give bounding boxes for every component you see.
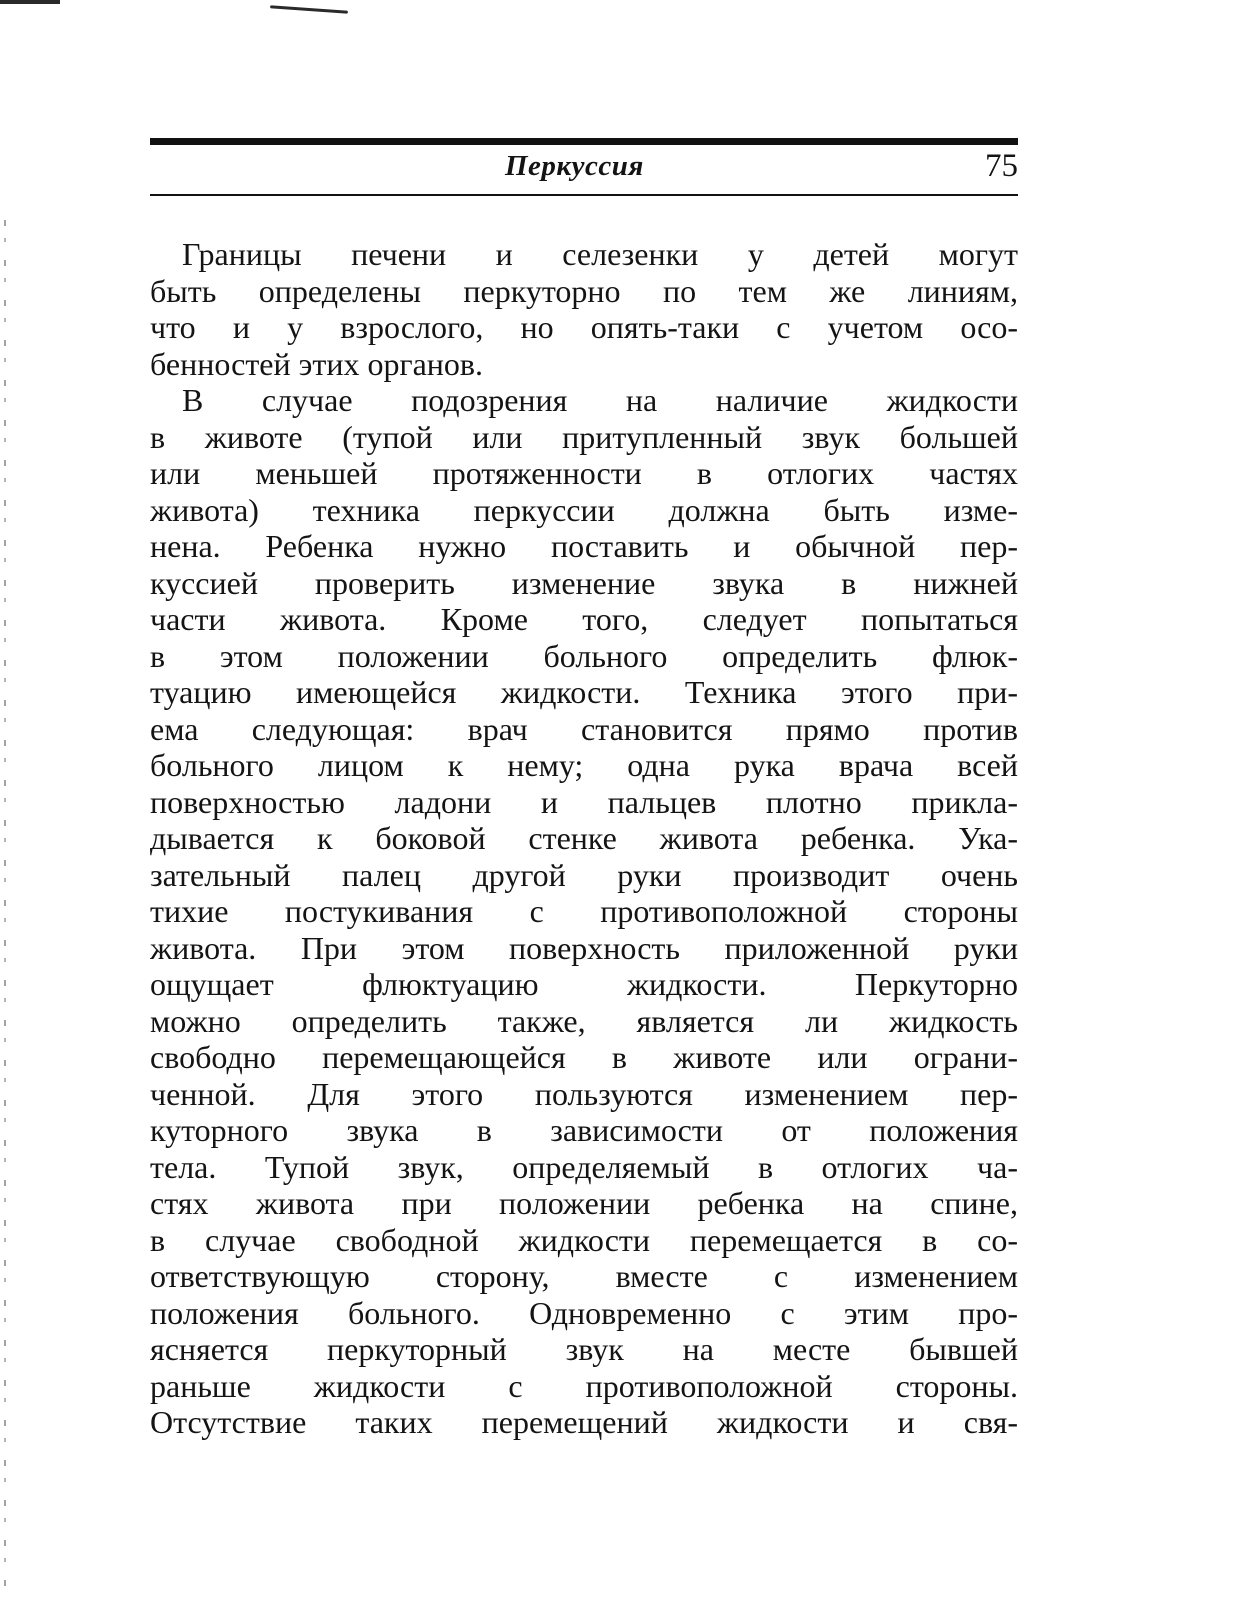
text-line: ясняется перкуторный звук на месте бывшей	[150, 1331, 1018, 1367]
text-line: ема следующая: врач становится прямо против	[150, 710, 1018, 747]
text-line: В случае подозрения на наличие жидкости	[182, 382, 1018, 418]
running-title: Перкуссия	[505, 150, 644, 182]
text-line: можно определить также, является ли жидкость	[150, 1002, 1018, 1039]
text-line: поверхностью ладони и пальцев плотно прикла-	[150, 783, 1018, 820]
body-text	[150, 236, 1018, 1441]
text-line: части живота. Кроме того, следует попытаться	[150, 601, 1018, 637]
header-rule-top	[150, 138, 1018, 145]
running-header	[150, 138, 1018, 196]
text-line: быть определены перкуторно по тем же линиям,	[150, 272, 1018, 309]
text-line: больного лицом к нему; одна рука врача всей	[150, 747, 1018, 783]
text-line: ответствующую сторону, вместе с изменением	[150, 1258, 1018, 1294]
text-line: Границы печени и селезенки у детей могут	[182, 236, 1018, 272]
text-line: туацию имеющейся жидкости. Техника этого при-	[150, 674, 1018, 710]
text-line: дывается к боковой стенке живота ребенка. Ука-	[150, 820, 1018, 856]
text-line: тела. Тупой звук, определяемый в отлогих ча-	[150, 1148, 1018, 1185]
text-line: или меньшей протяженности в отлогих частях	[150, 455, 1018, 491]
text-line: живота. При этом поверхность приложенной руки	[150, 929, 1018, 966]
text-line: свободно перемещающейся в животе или ограни-	[150, 1039, 1018, 1075]
text-line: раньше жидкости с противоположной стороны.	[150, 1367, 1018, 1404]
text-line: Отсутствие таких перемещений жидкости и свя-	[150, 1404, 1018, 1440]
scan-edge-mark	[0, 0, 60, 4]
text-line: положения больного. Одновременно с этим про-	[150, 1294, 1018, 1331]
scan-pen-mark	[270, 5, 348, 13]
text-line: в животе (тупой или притупленный звук большей	[150, 418, 1018, 455]
text-line: тихие постукивания с противоположной стороны	[150, 893, 1018, 929]
text-line: живота) техника перкуссии должна быть изме-	[150, 491, 1018, 528]
text-line: в этом положении больного определить флюк-	[150, 637, 1018, 674]
page-number: 75	[985, 148, 1018, 184]
text-line: зательный палец другой руки производит очень	[150, 856, 1018, 893]
text-line: ощущает флюктуацию жидкости. Перкуторно	[150, 966, 1018, 1002]
header-rule-bottom	[150, 194, 1018, 196]
text-line: бенностей этих органов.	[150, 345, 484, 382]
text-line: нена. Ребенка нужно поставить и обычной пер-	[150, 528, 1018, 564]
page-edge-shadow	[4, 220, 6, 1590]
text-line: что и у взрослого, но опять-таки с учетом осо-	[150, 309, 1018, 345]
text-line: куссией проверить изменение звука в нижней	[150, 564, 1018, 601]
text-line: стях живота при положении ребенка на спине,	[150, 1185, 1018, 1221]
text-line: куторного звука в зависимости от положения	[150, 1112, 1018, 1148]
text-line: в случае свободной жидкости перемещается в со-	[150, 1221, 1018, 1258]
text-line: ченной. Для этого пользуются изменением пер-	[150, 1075, 1018, 1112]
